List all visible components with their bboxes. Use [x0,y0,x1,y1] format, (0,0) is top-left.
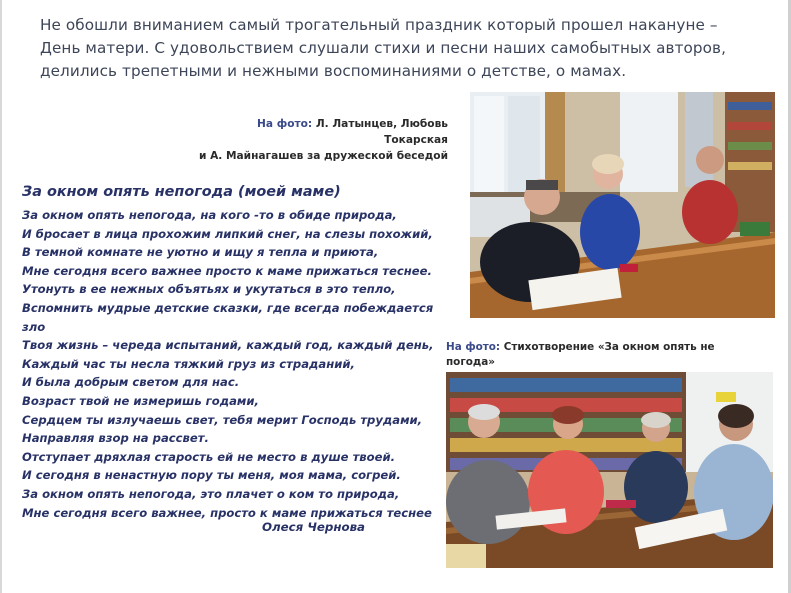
caption-label: На фото: [446,341,501,353]
poem-line: За окном опять непогода, на кого -то в обиде природа, [22,208,397,222]
poem-line: Вспомнить мудрые детские сказки, где всегда побеждается [22,300,434,315]
poem-line: В темной комнате не уютно и ищу я тепла и приюта, [22,245,379,260]
poem-line: Мне сегодня всего важнее просто к маме прижаться теснее. [22,263,432,278]
poem-line: зло [22,319,46,334]
caption-text: Стихотворение «За окном опять не погода» [446,341,715,368]
photo1-caption [190,116,448,164]
photo-friendly-conversation [470,92,775,318]
caption-label: На фото: [257,118,313,130]
intro-paragraph [40,14,760,83]
poem-line: И бросает в лица прохожим липкий снег, на слезы похожий, [22,226,433,241]
poem-line: Возраст твой не измеришь годами, [22,393,259,408]
poem-line: Отступает дряхлая старость ей не место в душе твоей. [22,449,395,464]
poem-line: За окном опять непогода, это плачет о ком то природа, [22,486,400,501]
poem-line: Утонуть в ее нежных объятьях и укутаться в это тепло, [22,282,396,297]
poem-line: Направляя взор на рассвет. [22,431,209,446]
intro-line: Не обошли вниманием самый трогательный праздник который прошел накануне – [40,16,718,34]
photo-poem-reading [446,372,773,568]
left-border [0,0,2,593]
caption-text: Л. Латынцев, Любовь Токарская [312,118,448,146]
poem-title: За окном опять непогода (моей маме) [22,184,341,200]
poem-line: И сегодня в ненастную пору ты меня, моя мама, согрей. [22,468,401,483]
poem-line: И была добрым светом для нас. [22,375,240,390]
poem-body [22,206,452,522]
caption-text: и А. Майнагашев за дружеской беседой [198,150,448,162]
poem-author: Олеся Чернова [262,520,366,534]
poem-line: Каждый час ты несла тяжкий груз из страданий, [22,356,355,371]
intro-line: День матери. С удовольствием слушали стихи и песни наших самобытных авторов, [40,39,727,57]
poem-line: Сердцем ты излучаешь свет, тебя мерит Господь трудами, [22,412,423,427]
poem-line: Мне сегодня всего важнее, просто к маме прижаться теснее [22,505,432,520]
intro-line: делились трепетными и нежными воспоминаниями о детстве, о мамах. [40,62,627,80]
poem-line: Твоя жизнь – череда испытаний, каждый год, каждый день, [22,338,434,353]
